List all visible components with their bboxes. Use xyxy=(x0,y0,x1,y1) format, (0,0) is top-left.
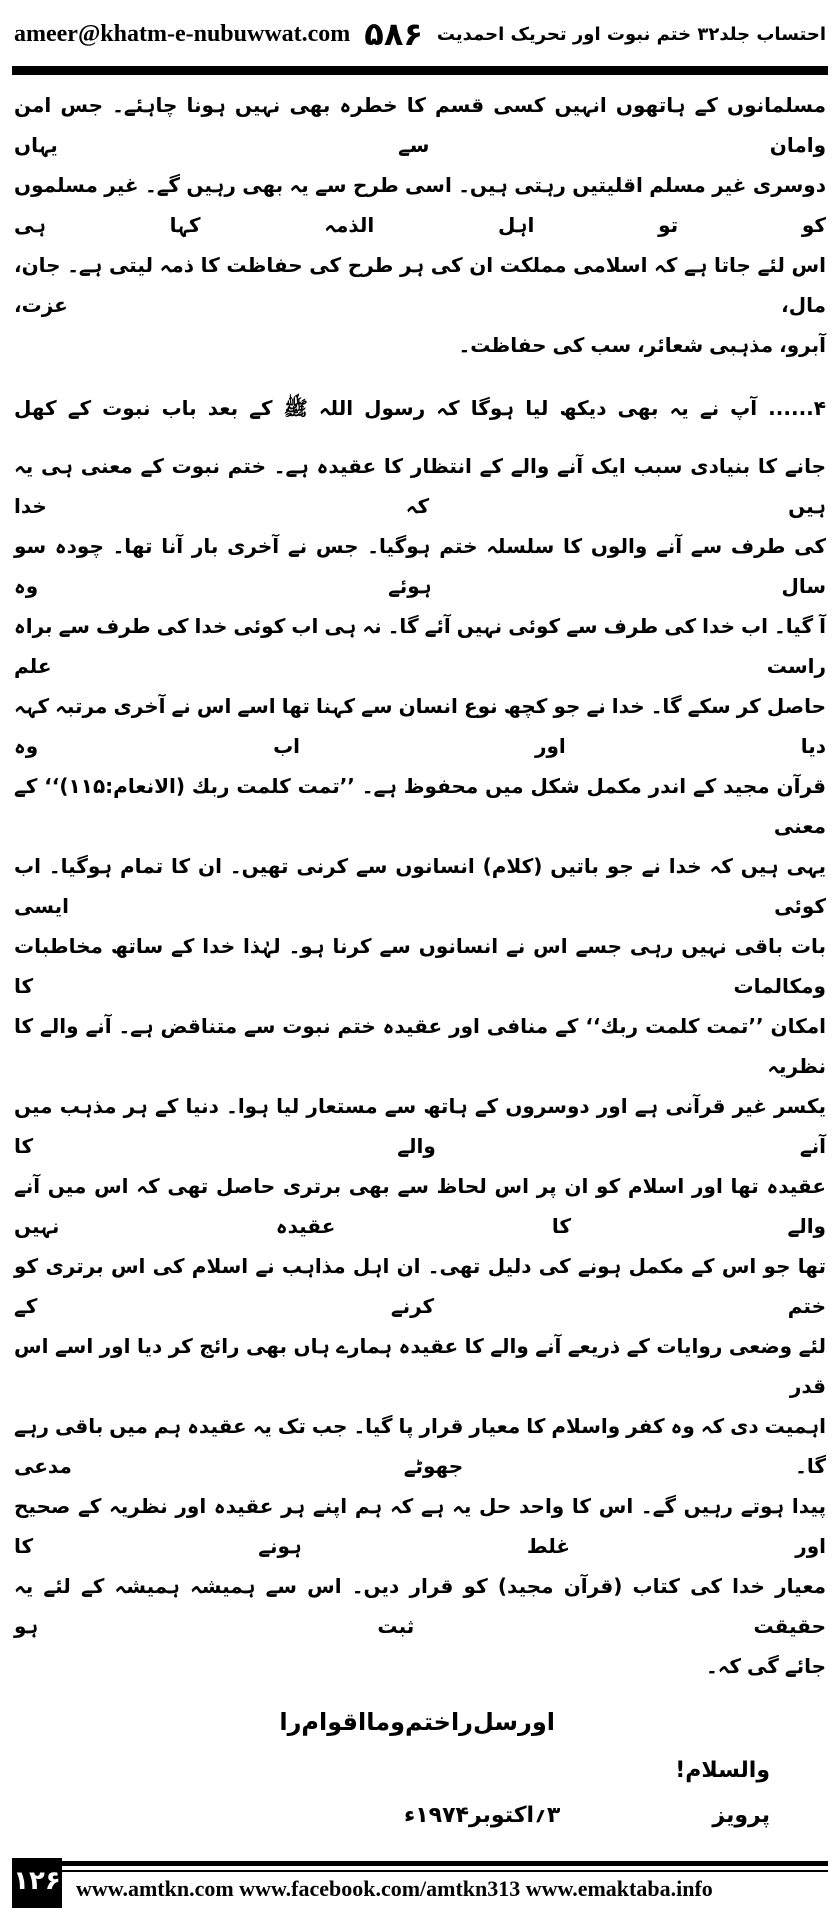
text-line: یکسر غیر قرآنی ہے اور دوسروں کے ہاتھ سے مستعار لیا ہوا۔ دنیا کے ہر مذہب میں آنے والے کا xyxy=(14,1094,826,1158)
text-line: معیار خدا کی کتاب (قرآن مجید) کو قرار دیں۔ اس سے ہمیشہ ہمیشہ کے لئے یہ حقیقت ثبت ہو xyxy=(14,1574,826,1638)
poem-word: ختم xyxy=(405,1708,451,1736)
text-line: بات باقی نہیں رہی جسے اس نے انسانوں سے کرنا ہو۔ لہٰذا خدا کے ساتھ مخاطبات ومکالمات کا xyxy=(14,934,826,998)
header-email: ameer@khatm-e-nubuwwat.com xyxy=(14,20,351,47)
text-line: اہمیت دی کہ وہ کفر واسلام کا معیار قرار پا گیا۔ جب تک یہ عقیدہ ہم میں باقی رہے گا۔ جھوٹے مدعی xyxy=(14,1414,826,1478)
poem-verse xyxy=(279,1708,555,1736)
poem-word: رسل xyxy=(473,1708,532,1736)
page-header xyxy=(14,0,826,64)
header-rule xyxy=(12,66,828,75)
footer-rule-thin xyxy=(62,1870,828,1872)
footer-page-number: ۱۲۶ xyxy=(12,1858,62,1908)
poem-word: اقوام xyxy=(301,1708,367,1736)
page-footer xyxy=(12,1858,828,1908)
text-line: قرآن مجید کے اندر مکمل شکل میں محفوظ ہے۔ ’’تمت کلمت ربك (الانعام:۱۱۵)‘‘ کے معنی xyxy=(14,774,826,838)
paragraph-2 xyxy=(14,388,826,1704)
text-line: آبرو، مذہبی شعائر، سب کی حفاظت۔ xyxy=(458,333,826,357)
text-line: جائے گی کہ۔ xyxy=(705,1654,826,1678)
text-line: عقیدہ تھا اور اسلام کو ان پر اس لحاظ سے بھی برتری حاصل تھی کہ اس میں آنے والے کا عقیدہ نہیں xyxy=(14,1174,826,1238)
text-line: ۴...... آپ نے یہ بھی دیکھ لیا ہوگا کہ رسول اللہ ﷺ کے بعد باب نبوت کے کھل xyxy=(14,396,826,420)
text-line: جانے کا بنیادی سبب ایک آنے والے کے انتظار کا عقیدہ ہے۔ ختم نبوت کے معنی ہی یہ ہیں کہ خدا xyxy=(14,454,826,518)
text-line: پیدا ہوتے رہیں گے۔ اس کا واحد حل یہ ہے کہ ہم اپنے ہر عقیدہ اور نظریہ کے صحیح اور غلط ہونے کا xyxy=(14,1494,826,1558)
footer-links: www.amtkn.com www.facebook.com/amtkn313 www.emaktaba.info xyxy=(76,1876,713,1901)
text-line: کی طرف سے آنے والوں کا سلسلہ ختم ہوگیا۔ جس نے آخری بار آنا تھا۔ چودہ سو سال ہوئے وہ xyxy=(14,534,826,598)
footer-rule xyxy=(62,1861,828,1866)
salutation: والسلام! xyxy=(675,1758,770,1783)
text-line: حاصل کر سکے گا۔ خدا نے جو کچھ نوع انسان سے کہنا تھا اسے اس نے آخری مرتبہ کہہ دیا اور اب وہ xyxy=(14,694,826,758)
text-line: مسلمانوں کے ہاتھوں انہیں کسی قسم کا خطرہ بھی نہیں ہونا چاہئے۔ جس امن وامان سے یہاں xyxy=(14,93,826,157)
poem-word: او xyxy=(531,1708,555,1736)
signature: پرویز xyxy=(712,1803,770,1828)
text-line: یہی ہیں کہ خدا نے جو باتیں (کلام) انسانوں سے کرنی تھیں۔ ان کا تمام ہوگیا۔ اب کوئی ایسی xyxy=(14,854,826,918)
letter-date: ۳؍اکتوبر۱۹۷۴ء xyxy=(404,1803,561,1828)
text-line: اس لئے جاتا ہے کہ اسلامی مملکت ان کی ہر طرح کی حفاظت کا ذمہ لیتی ہے۔ جان، مال، عزت، xyxy=(14,253,826,317)
text-line: آ گیا۔ اب خدا کی طرف سے کوئی نہیں آئے گا۔ نہ ہی اب کوئی خدا کی طرف سے براہ راست علم xyxy=(14,614,826,678)
text-line: دوسری غیر مسلم اقلیتیں رہتی ہیں۔ اسی طرح سے یہ بھی رہیں گے۔ غیر مسلموں کو تو اہل الذمہ کہا ہی xyxy=(14,173,826,237)
poem-word: را xyxy=(450,1708,473,1736)
header-page-number: ۵۸۶ xyxy=(364,15,423,53)
text-line: تھا جو اس کے مکمل ہونے کی دلیل تھی۔ ان اہل مذاہب نے اسلام کی اس برتری کو ختم کرنے کے xyxy=(14,1254,826,1318)
footer-right xyxy=(62,1858,828,1908)
poem-word: را xyxy=(279,1708,302,1736)
text-line: لئے وضعی روایات کے ذریعے آنے والے کا عقیدہ ہمارے ہاں بھی رائج کر دیا اور اسے اس قدر xyxy=(14,1334,826,1398)
header-book-title: احتساب جلد۳۲ ختم نبوت اور تحریک احمدیت xyxy=(436,23,826,45)
poem-word: وما xyxy=(366,1708,406,1736)
paragraph-1 xyxy=(14,85,826,380)
closing-row xyxy=(404,1803,770,1828)
text-line: امکان ’’تمت کلمت ربك‘‘ کے منافی اور عقیدہ ختم نبوت سے متناقض ہے۔ آنے والے کا نظریہ xyxy=(14,1014,826,1078)
